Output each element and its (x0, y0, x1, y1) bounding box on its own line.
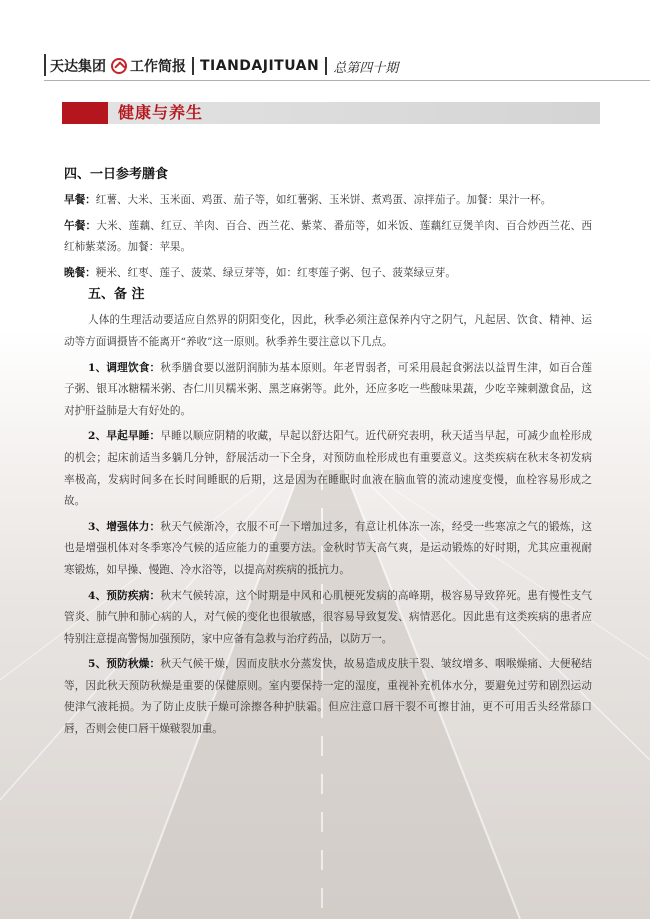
item2-text: 早睡以顺应阴精的收藏，早起以舒达阳气。近代研究表明，秋天适当早起，可减少血栓形成的机会；起床前适当多躺几分钟，舒展活动一下全身，对预防血栓形成也有重要意义。这类疾病在秋末冬初发病率极高，发病时间多在长时间睡眠的后期，这是因为在睡眠时血液在脑血管的流动速度变慢，血栓容易形成之故。 (64, 430, 593, 508)
item3-label: 3、增强体力： (88, 520, 161, 533)
item3-text: 秋天气候渐冷，衣服不可一下增加过多，有意让机体冻一冻，经受一些寒凉之气的锻炼，这也是增强机体对冬季寒冷气候的适应能力的重要方法。金秋时节天高气爽，是运动锻炼的好时期，尤其应重视耐寒锻炼，如早操、慢跑、冷水浴等，以提高对疾病的抵抗力。 (64, 520, 593, 576)
article-body (64, 164, 592, 741)
header-left-bar (44, 54, 46, 76)
item5-label: 5、预防秋燥： (88, 658, 161, 671)
header-separator (192, 57, 194, 75)
page-header (0, 46, 650, 90)
item4-text: 秋末气候转凉，这个时期是中风和心肌梗死发病的高峰期，极容易导致猝死。患有慢性支气管炎、肺气肿和肺心病的人，对气候的变化也很敏感，很容易导致复发、病情恶化。因此患有这类疾病的患者应特别注意提高警惕加强预防，家中应备有急救与治疗药品，以防万一。 (64, 589, 593, 645)
publication-name: 工作简报 (130, 59, 186, 75)
lunch-paragraph (64, 216, 592, 259)
section-title-bar (62, 102, 600, 124)
item1-paragraph (64, 358, 592, 423)
breakfast-label: 早餐： (64, 194, 96, 206)
item3-paragraph (64, 517, 592, 582)
lunch-label: 午餐： (64, 219, 97, 232)
header-separator (325, 57, 327, 75)
breakfast-paragraph (64, 190, 592, 212)
dinner-text: 粳米、红枣、莲子、菠菜、绿豆芽等，如：红枣莲子粥、包子、菠菜绿豆芽。 (95, 266, 456, 279)
item4-label: 4、预防疾病： (88, 589, 161, 602)
issue-number: 总第四十期 (333, 60, 399, 76)
section-title: 健康与养生 (118, 103, 204, 122)
part5-heading: 五、备 注 (88, 287, 145, 303)
item1-label: 1、调理饮食： (88, 361, 161, 374)
header-brand (50, 56, 398, 76)
part4-heading: 四、一日参考膳食 (64, 167, 169, 182)
item1-text: 秋季膳食要以滋阴润肺为基本原则。年老胃弱者，可采用晨起食粥法以益胃生津，如百合莲子粥、银耳冰糖糯米粥、杏仁川贝糯米粥、黑芝麻粥等。此外，还应多吃一些酸味果蔬，少吃辛辣刺激食品，这对护肝益肺是大有好处的。 (64, 361, 593, 417)
part5-intro: 人体的生理活动要适应自然界的阴阳变化，因此，秋季必须注意保养内守之阴气，凡起居、饮食、精神、运动等方面调摄皆不能离开“养收”这一原则。秋季养生要注意以下几点。 (64, 314, 592, 348)
company-logo-icon (111, 58, 127, 74)
item4-paragraph (64, 586, 592, 651)
english-name: TIANDAJITUAN (200, 58, 320, 74)
item2-label: 2、早起早睡： (88, 430, 161, 443)
header-rule (44, 80, 650, 81)
company-name: 天达集团 (50, 59, 106, 75)
dinner-paragraph (64, 263, 592, 285)
breakfast-text: 红薯、大米、玉米面、鸡蛋、茄子等，如红薯粥、玉米饼、煮鸡蛋、凉拌茄子。加餐：果汁一杯。 (95, 194, 552, 206)
item5-paragraph (64, 654, 592, 740)
section-title-accent (62, 102, 108, 124)
item2-paragraph (64, 426, 592, 512)
item5-text: 秋天气候干燥，因而皮肤水分蒸发快，故易造成皮肤干裂、皱纹增多、咽喉燥痛、大便秘结等，因此秋天预防秋燥是重要的保健原则。室内要保持一定的湿度，重视补充机体水分，要避免过劳和剧烈运动使津气液耗损。为了防止皮肤干燥可涂擦各种护肤霜。但应注意口唇干裂不可擦甘油，更不可用舌头经常舔口唇，否则会使口唇干燥皲裂加重。 (64, 658, 593, 736)
lunch-text: 大米、莲藕、红豆、羊肉、百合、西兰花、紫菜、番茄等，如米饭、莲藕红豆煲羊肉、百合炒西兰花、西红柿紫菜汤。加餐：苹果。 (64, 219, 593, 254)
dinner-label: 晚餐： (64, 266, 96, 279)
